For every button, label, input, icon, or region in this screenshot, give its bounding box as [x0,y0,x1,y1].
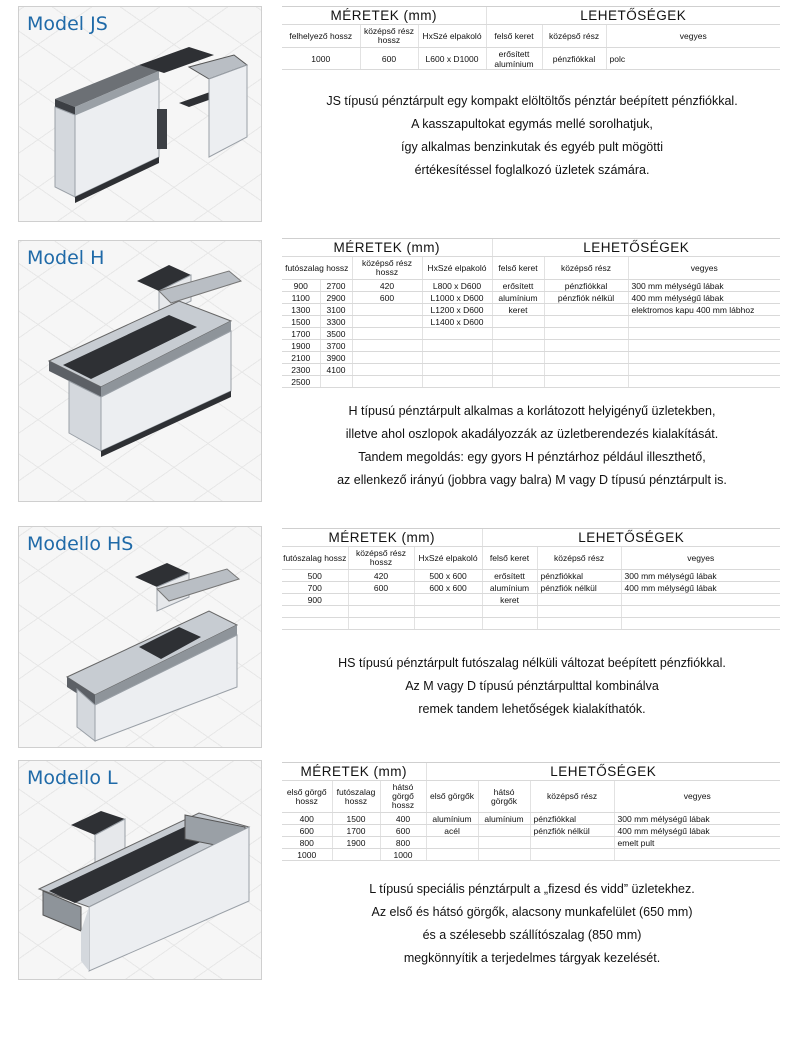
table-cell [544,376,628,388]
model-title: Model JS [27,13,108,35]
table-cell [422,328,492,340]
section-model-h [0,236,800,506]
checkout-counter-hs-illustration [19,527,262,748]
table-cell: 600 [282,825,332,837]
table-cell: L600 x D1000 [418,48,486,70]
table-cell: 400 [380,813,426,825]
table-cell: L800 x D600 [422,280,492,292]
table-cell: 3300 [320,316,352,328]
group-header-meretek: MÉRETEK (mm) [282,763,426,781]
table-cell [530,837,614,849]
model-title: Modello L [27,767,118,789]
table-cell: 1000 [380,849,426,861]
column-header: felső keret [486,25,542,48]
table-cell: 1000 [282,48,360,70]
table-cell [352,328,422,340]
table-cell: acél [426,825,478,837]
table-cell [282,606,348,618]
table-cell: 3900 [320,352,352,364]
table-row [282,280,780,292]
table-cell [537,606,621,618]
table-cell: emelt pult [614,837,780,849]
table-row [282,328,780,340]
column-header: középső rész hossz [360,25,418,48]
table-cell: 400 mm mélységű lábak [628,292,780,304]
table-cell: erősített [492,280,544,292]
section-model-hs [0,520,800,752]
description-line: JS típusú pénztárpult egy kompakt elöltöltős pénztár beépített pénzfiókkal. [326,94,738,108]
table-cell: 600 [360,48,418,70]
column-header: felső keret [482,547,537,570]
table-cell [621,594,780,606]
group-header-meretek: MÉRETEK (mm) [282,7,486,25]
table-cell: 500 x 600 [414,570,482,582]
table-cell [478,837,530,849]
table-row [282,849,780,861]
group-header-lehetosegek: LEHETŐSÉGEK [492,239,780,257]
table-row [282,376,780,388]
table-cell [352,352,422,364]
table-cell: pénzfiókkal [542,48,606,70]
table-cell [614,849,780,861]
column-header: vegyes [628,257,780,280]
table-cell [537,594,621,606]
table-cell [282,618,348,630]
table-cell [414,618,482,630]
table-cell [426,837,478,849]
column-header: vegyes [614,781,780,813]
column-header: középső rész [537,547,621,570]
description-line: H típusú pénztárpult alkalmas a korlátozott helyigényű üzletekben, [348,404,716,418]
table-cell [530,849,614,861]
table-cell: 600 x 600 [414,582,482,594]
table-cell [628,364,780,376]
group-header-lehetosegek: LEHETŐSÉGEK [482,529,780,547]
column-header: HxSzé elpakoló [422,257,492,280]
table-cell: 700 [282,582,348,594]
table-row [282,594,780,606]
table-cell [482,618,537,630]
table-cell: 3500 [320,328,352,340]
table-cell: 2900 [320,292,352,304]
group-header-meretek: MÉRETEK (mm) [282,239,492,257]
model-h-image [18,240,262,502]
column-header: HxSzé elpakoló [418,25,486,48]
table-row [282,825,780,837]
description-line: és a szélesebb szállítószalag (850 mm) [422,928,642,942]
table-row [282,352,780,364]
table-cell: 2500 [282,376,320,388]
table-cell: 1700 [332,825,380,837]
description-l [282,878,782,970]
table-cell: alumínium [482,582,537,594]
description-line: remek tandem lehetőségek kialakíthatók. [418,702,646,716]
table-row [282,570,780,582]
table-cell [482,606,537,618]
column-header: vegyes [606,25,780,48]
model-l-image [18,760,262,980]
table-cell [628,376,780,388]
table-cell: 4100 [320,364,352,376]
table-cell [492,316,544,328]
description-line: L típusú speciális pénztárpult a „fizesd és vidd” üzletekhez. [369,882,695,896]
table-cell [332,849,380,861]
table-cell [621,606,780,618]
table-row [282,364,780,376]
description-line: Az M vagy D típusú pénztárpulttal kombinálva [405,679,659,693]
description-line: Tandem megoldás: egy gyors H pénztárhoz például illeszthető, [358,450,706,464]
table-cell [628,340,780,352]
column-header: középső rész hossz [348,547,414,570]
table-cell [352,364,422,376]
description-js [282,90,782,182]
column-header: HxSzé elpakoló [414,547,482,570]
table-cell: L1200 x D600 [422,304,492,316]
table-cell: erősített [482,570,537,582]
description-line: megkönnyítik a terjedelmes tárgyak kezelését. [403,951,661,965]
table-cell: pénzfiók nélkül [530,825,614,837]
table-cell [426,849,478,861]
table-cell [352,304,422,316]
table-row [282,837,780,849]
table-cell [478,825,530,837]
table-cell: pénzfiók nélkül [544,292,628,304]
model-title: Model H [27,247,105,269]
description-line: az ellenkező irányú (jobbra vagy balra) M vagy D típusú pénztárpult is. [337,473,727,487]
table-cell [492,376,544,388]
table-cell: L1400 x D600 [422,316,492,328]
table-row [282,316,780,328]
checkout-counter-l-illustration [19,761,262,980]
column-header: hátsó görgő hossz [380,781,426,813]
table-cell [492,364,544,376]
section-model-js [0,0,800,230]
column-header: első görgők [426,781,478,813]
table-cell: 300 mm mélységű lábak [628,280,780,292]
table-cell [478,849,530,861]
column-header: futószalag hossz [282,547,348,570]
table-cell [544,316,628,328]
table-cell [492,340,544,352]
table-row [282,582,780,594]
table-cell [320,376,352,388]
table-cell [352,340,422,352]
group-header-lehetosegek: LEHETŐSÉGEK [486,7,780,25]
table-row [282,48,780,70]
table-cell: alumínium [478,813,530,825]
table-cell [352,316,422,328]
column-header: középső rész [544,257,628,280]
table-cell [544,352,628,364]
table-cell [537,618,621,630]
table-cell: 300 mm mélységű lábak [614,813,780,825]
description-line: HS típusú pénztárpult futószalag nélküli változat beépített pénzfiókkal. [338,656,726,670]
description-h [282,400,782,492]
group-header-meretek: MÉRETEK (mm) [282,529,482,547]
model-js-image [18,6,262,222]
model-hs-image [18,526,262,748]
column-header: felső keret [492,257,544,280]
table-row [282,340,780,352]
description-line: A kasszapultokat egymás mellé sorolhatjuk, [411,117,653,131]
table-cell: 900 [282,594,348,606]
description-line: értékesítéssel foglalkozó üzletek számára. [414,163,650,177]
table-cell: 900 [282,280,320,292]
table-cell: 1900 [332,837,380,849]
table-cell: 800 [282,837,332,849]
table-cell: 500 [282,570,348,582]
table-cell: pénzfiók nélkül [537,582,621,594]
table-cell: 420 [348,570,414,582]
spec-table-h [282,238,780,388]
table-cell [544,364,628,376]
model-title: Modello HS [27,533,134,555]
table-cell: 2300 [282,364,320,376]
table-cell [414,594,482,606]
checkout-counter-js-illustration [19,7,262,222]
table-row [282,813,780,825]
table-cell [352,376,422,388]
section-model-l [0,758,800,984]
table-cell: keret [482,594,537,606]
description-line: Az első és hátsó görgők, alacsony munkafelület (650 mm) [371,905,693,919]
table-cell: 1300 [282,304,320,316]
column-header: hátsó görgők [478,781,530,813]
description-hs [282,652,782,721]
table-cell [348,618,414,630]
table-cell [422,352,492,364]
table-cell: 800 [380,837,426,849]
column-header: első görgő hossz [282,781,332,813]
table-cell: 400 mm mélységű lábak [614,825,780,837]
table-cell [544,340,628,352]
table-cell [348,594,414,606]
group-header-lehetosegek: LEHETŐSÉGEK [426,763,780,781]
table-cell: pénzfiókkal [530,813,614,825]
table-row [282,606,780,618]
spec-table-l [282,762,780,861]
table-row [282,304,780,316]
table-cell: pénzfiókkal [537,570,621,582]
table-cell [492,352,544,364]
table-cell: 2700 [320,280,352,292]
table-cell: 600 [352,292,422,304]
table-cell: 300 mm mélységű lábak [621,570,780,582]
spec-table-js [282,6,780,70]
table-cell: 600 [380,825,426,837]
column-header: futószalag hossz [282,257,352,280]
checkout-counter-h-illustration [19,241,262,502]
table-cell [628,352,780,364]
table-cell: 400 mm mélységű lábak [621,582,780,594]
table-cell: 2100 [282,352,320,364]
column-header: vegyes [621,547,780,570]
table-cell: polc [606,48,780,70]
column-header: középső rész hossz [352,257,422,280]
table-cell: alumínium [426,813,478,825]
description-line: illetve ahol oszlopok akadályozzák az üzletberendezés kialakítását. [345,427,719,441]
column-header: középső rész [530,781,614,813]
table-cell: 1700 [282,328,320,340]
column-header: futószalag hossz [332,781,380,813]
table-cell: elektromos kapu 400 mm lábhoz [628,304,780,316]
table-cell: 600 [348,582,414,594]
table-cell [544,304,628,316]
table-cell: 1100 [282,292,320,304]
table-cell: keret [492,304,544,316]
table-cell [348,606,414,618]
table-row [282,618,780,630]
table-cell: 1900 [282,340,320,352]
description-line: így alkalmas benzinkutak és egyéb pult mögötti [401,140,663,154]
column-header: felhelyező hossz [282,25,360,48]
table-cell: 3100 [320,304,352,316]
column-header: középső rész [542,25,606,48]
table-cell [492,328,544,340]
spec-table-hs [282,528,780,630]
table-cell: 1500 [282,316,320,328]
table-cell [422,364,492,376]
table-cell: 1000 [282,849,332,861]
table-cell: 1500 [332,813,380,825]
table-row [282,292,780,304]
table-cell: erősített alumínium [486,48,542,70]
table-cell: 400 [282,813,332,825]
table-cell: 420 [352,280,422,292]
table-cell: 3700 [320,340,352,352]
table-cell [414,606,482,618]
table-cell: L1000 x D600 [422,292,492,304]
table-cell: pénzfiókkal [544,280,628,292]
table-cell [621,618,780,630]
table-cell: alumínium [492,292,544,304]
table-cell [422,376,492,388]
table-cell [422,340,492,352]
table-cell [544,328,628,340]
table-cell [628,328,780,340]
table-cell [628,316,780,328]
